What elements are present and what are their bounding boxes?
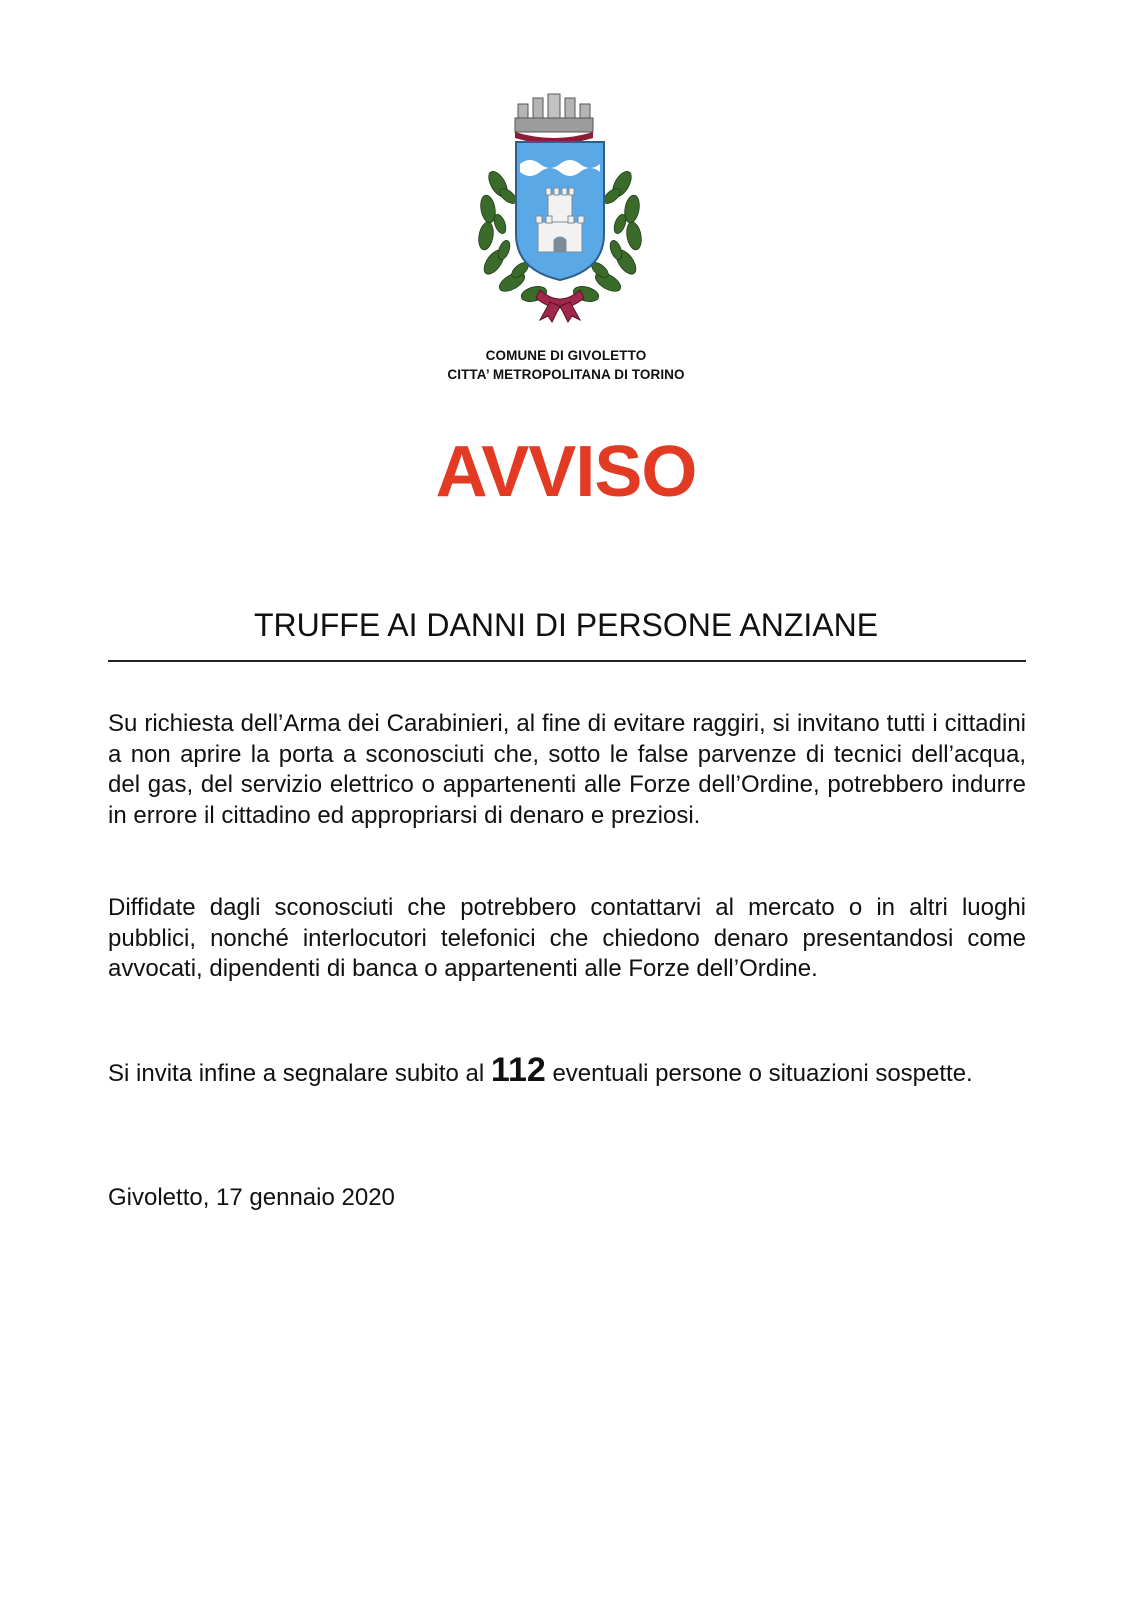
paragraph-request: Su richiesta dell’Arma dei Carabinieri, al fine di evitare raggiri, si invitano tutti i cittadini a non aprire la porta a sconosciuti che, sotto le false parvenze di tecnici dell’acqua, del gas, del servizio elettrico o appartenenti alle Forze dell’Ordine, potrebbero indurre in errore il cittadino ed appropriarsi di denaro e preziosi. [108,710,1026,829]
place-date: Givoletto, 17 gennaio 2020 [108,1184,395,1211]
ribbon-icon [536,290,584,322]
shield-icon [516,142,604,280]
paragraph-warning: Diffidate dagli sconosciuti che potrebbero contattarvi al mercato o in altri luoghi pubblici, nonché interlocutori telefonici che chiedono denaro presentandosi come avvocati, dipendenti di banca o appartenenti alle Forze dell’Ordine. [108,894,1026,982]
municipal-crest-icon [470,84,660,324]
municipality-name: COMUNE DI GIVOLETTO [485,348,647,363]
notice-title: AVVISO [435,432,697,512]
report-text-before: Si invita infine a segnalare subito al [108,1060,485,1087]
paragraph-report [108,1051,1026,1090]
divider [108,660,1026,662]
emergency-number: 112 [490,1051,546,1089]
municipality-header [0,346,1132,384]
report-text-after: eventuali persone o situazioni sospette. [552,1060,973,1087]
crown-icon [515,94,593,144]
metropolitan-city-name: CITTA’ METROPOLITANA DI TORINO [447,367,685,382]
notice-subject: TRUFFE AI DANNI DI PERSONE ANZIANE [253,607,879,643]
